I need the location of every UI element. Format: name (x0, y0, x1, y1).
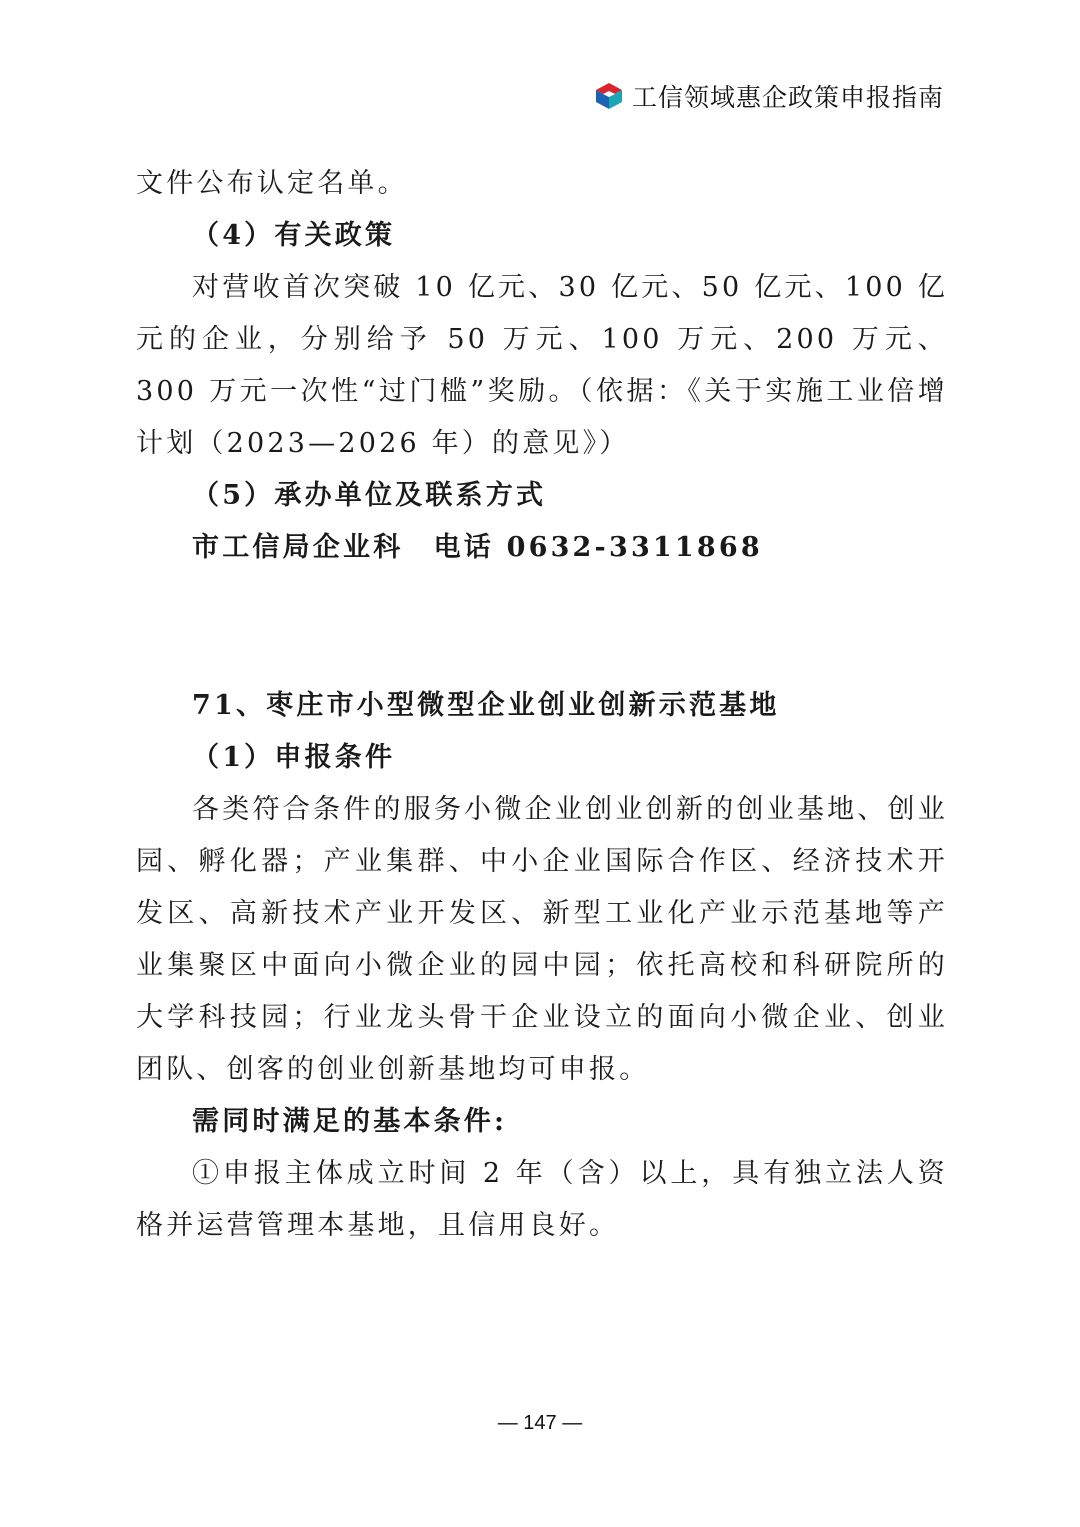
document-body (136, 158, 948, 1252)
heading-contact: （5）承办单位及联系方式 (192, 480, 547, 511)
heading-related-policy: （4）有关政策 (192, 220, 396, 251)
paragraph-list-publication: 文件公布认定名单。 (136, 168, 408, 199)
contact-info: 市工信局企业科 电话 0632-3311868 (192, 532, 763, 563)
heading-application-conditions: （1）申报条件 (192, 742, 396, 773)
cube-logo-icon (594, 81, 624, 111)
page-number: — 147 — (497, 1412, 583, 1434)
paragraph-eligible-entities: 各类符合条件的服务小微企业创业创新的创业基地、创业园、孵化器；产业集群、中小企业国际合作区、经济技术开发区、高新技术产业开发区、新型工业化产业示范基地等产业集聚区中面向小微企业的园中园；依托高校和科研院所的大学科技园；行业龙头骨干企业设立的面向小微企业、创业团队、创客的创业创新基地均可申报。 (136, 794, 948, 1085)
paragraph-policy-reward: 对营收首次突破 10 亿元、30 亿元、50 亿元、100 亿元的企业，分别给予 50 万元、100 万元、200 万元、300 万元一次性“过门槛”奖励。（依据：《关于实施工业倍增计划（2023—2026 年）的意见》） (136, 272, 948, 459)
page-header (594, 78, 944, 114)
heading-basic-conditions: 需同时满足的基本条件: (192, 1106, 508, 1137)
condition-item-1: ①申报主体成立时间 2 年（含）以上，具有独立法人资格并运营管理本基地，且信用良好。 (136, 1158, 948, 1241)
section-title-71: 71、枣庄市小型微型企业创业创新示范基地 (192, 690, 780, 721)
header-title: 工信领域惠企政策申报指南 (631, 83, 944, 112)
